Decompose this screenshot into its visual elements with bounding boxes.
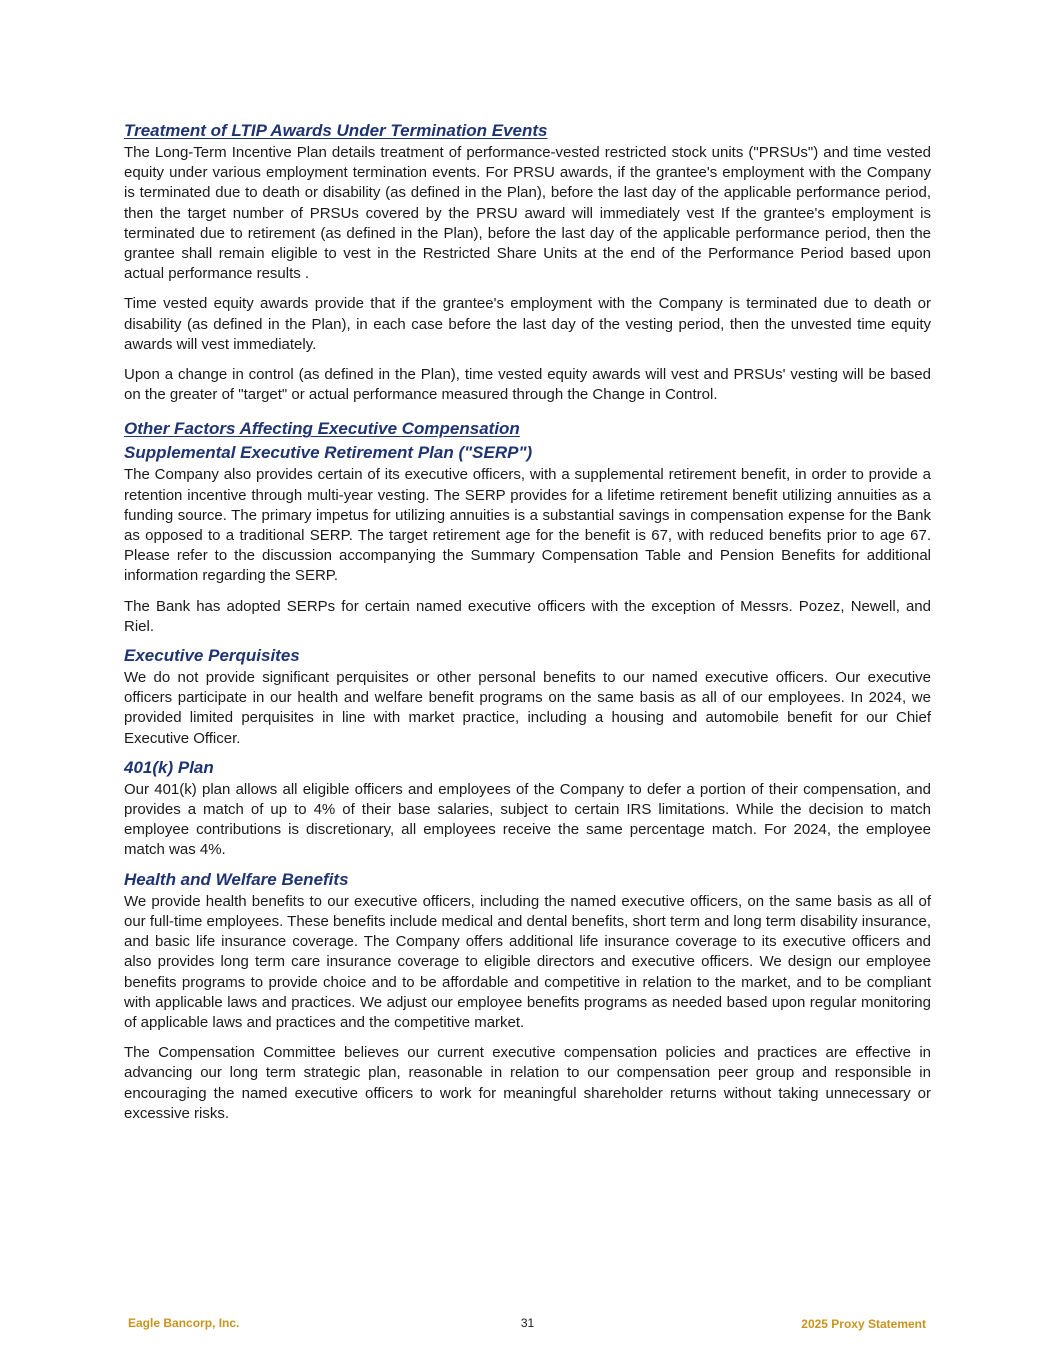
perquisites-paragraph: We do not provide significant perquisites or other personal benefits to our named executive officers. Our executive officers participate in our health and welfare benefit programs on the same basis as all of our employees. In 2024, we provided limited perquisites in line with market practice, including a housing and automobile benefit for our Chief Executive Officer. [124,669,931,747]
serp-heading: Supplemental Executive Retirement Plan ("SERP") [124,443,533,463]
footer-company-name: Eagle Bancorp, Inc. [128,1316,240,1330]
401k-paragraph: Our 401(k) plan allows all eligible officers and employees of the Company to defer a portion of their compensation, and provides a match of up to 4% of their base salaries, subject to certain IRS limitations. While the decision to match employee contributions is discretionary, all employees receive the same percentage match. For 2024, the employee match was 4%. [124,780,931,859]
health-welfare-paragraph-1: We provide health benefits to our executive officers, including the named executive officers, on the same basis as all of our full-time employees. These benefits include medical and dental benefits, short term and long term disability insurance, and basic life insurance coverage. The Company offers additional life insurance coverage to its executive officers and also provides long term care insurance coverage to eligible directors and executive officers. We design our employee benefits programs to provide choice and to be affordable and competitive in relation to the market, and to be compliant with applicable laws and practices. We adjust our employee benefits programs as needed based upon regular monitoring of applicable laws and practices and the competitive market. [124,892,931,1031]
ltip-heading: Treatment of LTIP Awards Under Termination Events [124,121,548,140]
footer-document-title: 2025 Proxy Statement [801,1317,926,1331]
health-welfare-heading: Health and Welfare Benefits [124,869,349,889]
ltip-paragraph-3: Upon a change in control (as defined in the Plan), time vested equity awards will vest and PRSUs' vesting will be based on the greater of "target" or actual performance measured through the Change in Control. [124,366,931,404]
footer-page-number: 31 [520,1316,535,1330]
401k-heading: 401(k) Plan [124,757,214,777]
serp-paragraph-2: The Bank has adopted SERPs for certain named executive officers with the exception of Messrs. Pozez, Newell, and Riel. [124,597,931,635]
document-page [124,119,931,1124]
health-welfare-paragraph-2: The Compensation Committee believes our current executive compensation policies and practices are effective in advancing our long term strategic plan, reasonable in relation to our compensation peer group and responsible in encouraging the named executive officers to work for meaningful shareholder returns without taking unnecessary or excessive risks. [124,1044,931,1122]
ltip-paragraph-1: The Long-Term Incentive Plan details treatment of performance-vested restricted stock units ("PRSUs") and time vested equity under various employment termination events. For PRSU awards, if the grantee's employment with the Company is terminated due to death or disability (as defined in the Plan), before the last day of the applicable performance period, then the target number of PRSUs covered by the PRSU award will immediately vest If the grantee's employment is terminated due to retirement (as defined in the Plan), before the last day of the applicable performance period, then the grantee shall remain eligible to vest in the Restricted Share Units at the end of the Performance Period based upon actual performance results . [124,144,931,283]
ltip-paragraph-2: Time vested equity awards provide that if the grantee's employment with the Company is terminated due to death or disability (as defined in the Plan), in each case before the last day of the vesting period, then the unvested time equity awards will vest immediately. [124,295,931,353]
perquisites-heading: Executive Perquisites [124,646,300,666]
serp-paragraph-1: The Company also provides certain of its executive officers, with a supplemental retirement benefit, in order to provide a retention incentive through multi-year vesting. The SERP provides for a lifetime retirement benefit utilizing annuities as a funding source. The primary impetus for utilizing annuities is a substantial savings in compensation expense for the Bank as opposed to a traditional SERP. The target retirement age for the benefit is 67, with reduced benefits prior to age 67. Please refer to the discussion accompanying the Summary Compensation Table and Pension Benefits for additional information regarding the SERP. [124,466,931,585]
other-factors-heading: Other Factors Affecting Executive Compensation [124,419,520,439]
